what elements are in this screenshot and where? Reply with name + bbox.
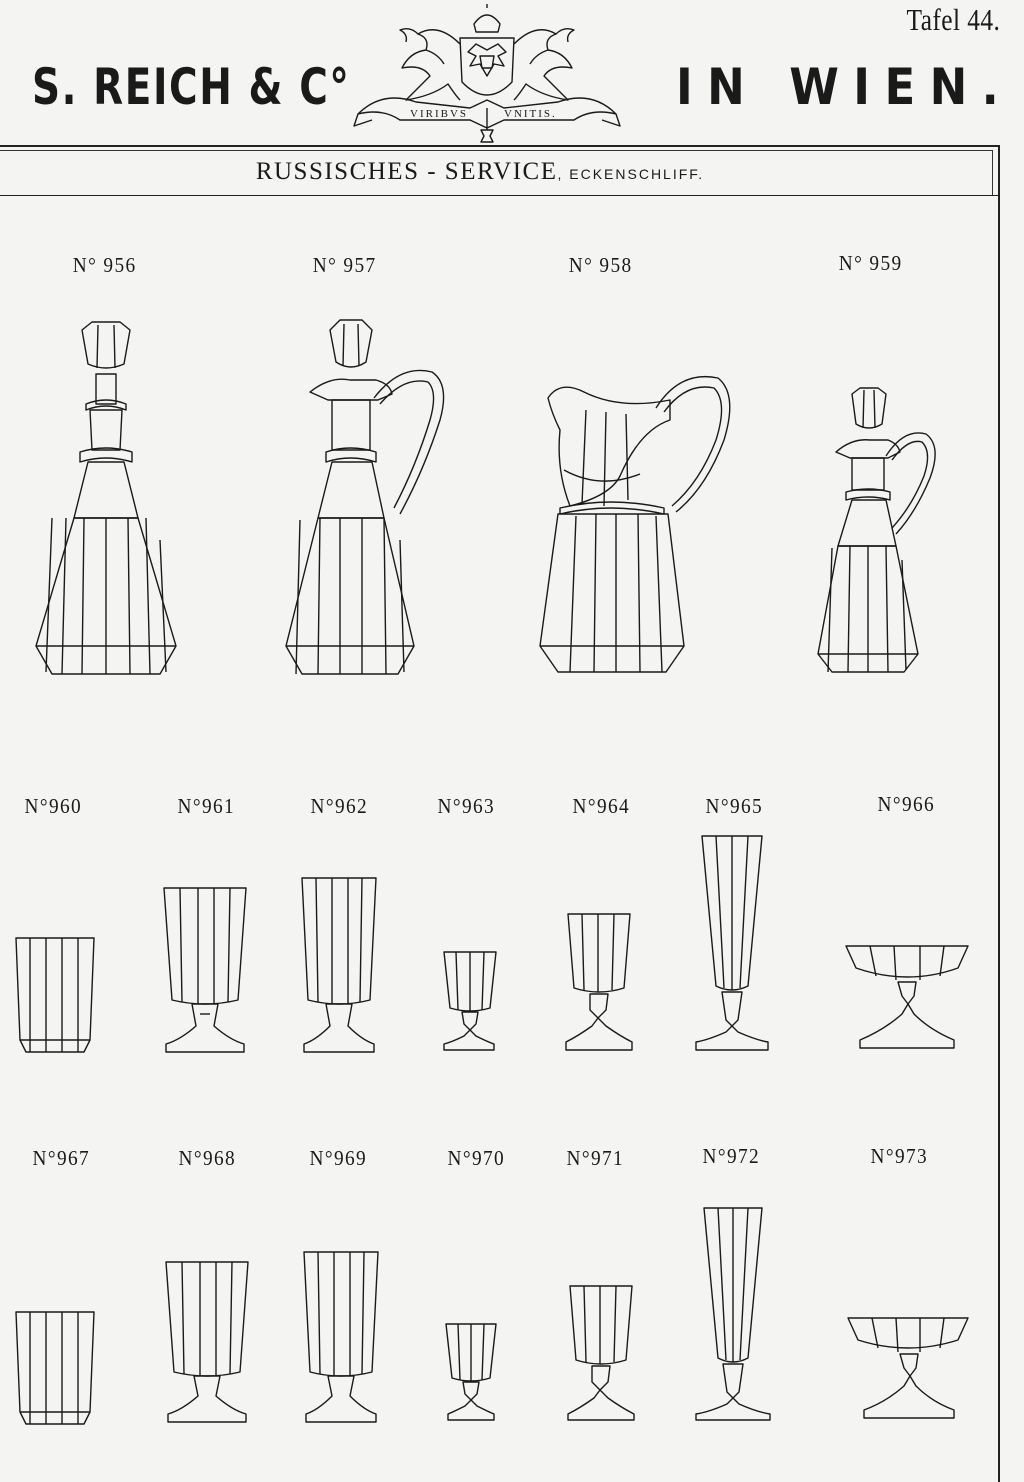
firm-city: IN WIEN.	[676, 58, 1014, 116]
wine-964-drawing	[566, 914, 632, 1050]
plate-number: Tafel 44.	[906, 2, 1000, 37]
small-wine-970-drawing	[446, 1324, 496, 1420]
item-number-971: N°971	[566, 1146, 625, 1170]
item-number-966: N°966	[877, 792, 936, 816]
cruet-959-drawing	[818, 388, 935, 672]
item-number-969: N°969	[309, 1146, 368, 1170]
item-number-961: N°961	[177, 794, 236, 818]
motto-right: VNITIS.	[504, 108, 557, 120]
item-number-960: N°960	[24, 794, 83, 818]
coupe-966-drawing	[846, 946, 968, 1048]
item-number-973: N°973	[870, 1144, 929, 1168]
carafe-957-drawing	[286, 320, 444, 674]
water-jug-958-drawing	[540, 377, 730, 672]
flute-972-drawing	[696, 1208, 770, 1420]
service-cut-style: , ECKENSCHLIFF.	[557, 166, 705, 182]
item-number-968: N°968	[178, 1146, 237, 1170]
item-number-967: N°967	[32, 1146, 91, 1170]
small-wine-963-drawing	[444, 952, 496, 1050]
item-number-964: N°964	[572, 794, 631, 818]
coupe-973-drawing	[848, 1318, 968, 1418]
item-number-959: N° 959	[838, 251, 903, 275]
service-name: RUSSISCHES - SERVICE	[255, 158, 558, 185]
item-number-962: N°962	[310, 794, 369, 818]
tall-goblet-969-drawing	[304, 1252, 378, 1422]
item-number-970: N°970	[447, 1146, 506, 1170]
item-number-957: N° 957	[312, 253, 377, 277]
flute-965-drawing	[696, 836, 768, 1050]
goblet-961-drawing	[164, 888, 246, 1052]
tall-goblet-962-drawing	[302, 878, 376, 1052]
tumbler-960-drawing	[16, 938, 94, 1052]
item-number-956: N° 956	[72, 253, 137, 277]
item-number-963: N°963	[437, 794, 496, 818]
tumbler-967-drawing	[16, 1312, 94, 1424]
wine-971-drawing	[568, 1286, 634, 1420]
firm-name: S. REICH & C°	[32, 58, 351, 116]
item-number-965: N°965	[705, 794, 764, 818]
motto-left: VIRIBVS	[410, 108, 469, 120]
item-number-958: N° 958	[568, 253, 633, 277]
goblet-968-drawing	[166, 1262, 248, 1422]
item-number-972: N°972	[702, 1144, 761, 1168]
decanter-956-drawing	[36, 322, 176, 674]
